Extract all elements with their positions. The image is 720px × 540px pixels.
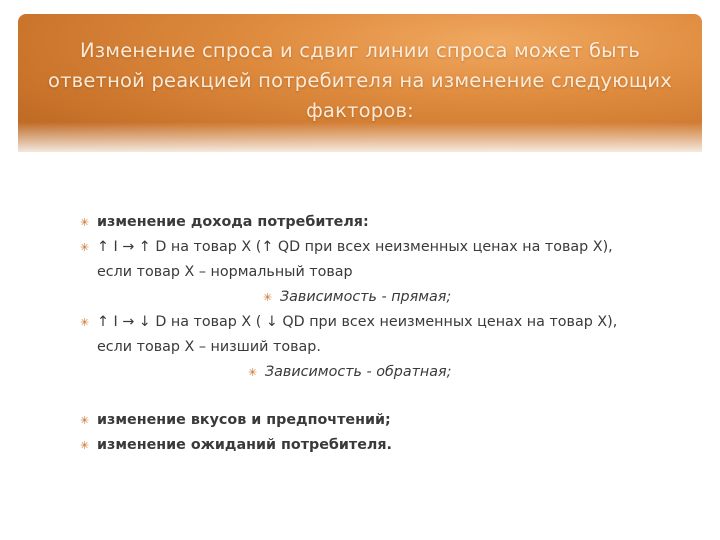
inferior-good-line-1: ↑ I → ↓ D на товар X ( ↓ QD при всех неизменных ценах на товар X), xyxy=(97,314,618,330)
bullet-icon: ✳ xyxy=(80,241,90,254)
bullet-icon: ✳ xyxy=(80,439,90,452)
slide-title xyxy=(18,36,702,126)
list-item-inferior-good xyxy=(80,310,640,360)
bullet-icon: ✳ xyxy=(80,414,90,427)
bullet-icon: ✳ xyxy=(80,316,90,329)
title-line-2: ответной реакцией потребителя на изменение следующих xyxy=(47,69,673,92)
list-item-tastes xyxy=(80,408,640,433)
spacer xyxy=(80,385,640,408)
bullet-icon: ✳ xyxy=(80,216,90,229)
expectations-text: изменение ожиданий потребителя. xyxy=(97,437,392,453)
sub-item-inverse-dependence xyxy=(248,360,640,385)
list-item-expectations xyxy=(80,433,640,458)
bullet-icon: ✳ xyxy=(248,366,258,379)
inverse-dependence-text: Зависимость - обратная; xyxy=(265,364,452,380)
bullet-icon: ✳ xyxy=(263,291,273,304)
list-item-income xyxy=(80,210,640,235)
title-band xyxy=(18,14,702,152)
sub-item-direct-dependence xyxy=(263,285,640,310)
normal-good-line-1: ↑ I → ↑ D на товар X (↑ QD при всех неизменных ценах на товар X), xyxy=(97,239,613,255)
tastes-text: изменение вкусов и предпочтений; xyxy=(97,412,391,428)
title-line-3: факторов: xyxy=(306,99,414,122)
direct-dependence-text: Зависимость - прямая; xyxy=(280,289,452,305)
income-text: изменение дохода потребителя: xyxy=(97,214,369,230)
title-line-1: Изменение спроса и сдвиг линии спроса может быть xyxy=(79,39,641,62)
normal-good-line-2: если товар X – нормальный товар xyxy=(97,264,353,280)
list-item-normal-good xyxy=(80,235,640,285)
slide-content xyxy=(80,210,640,458)
inferior-good-line-2: если товар X – низший товар. xyxy=(97,339,321,355)
